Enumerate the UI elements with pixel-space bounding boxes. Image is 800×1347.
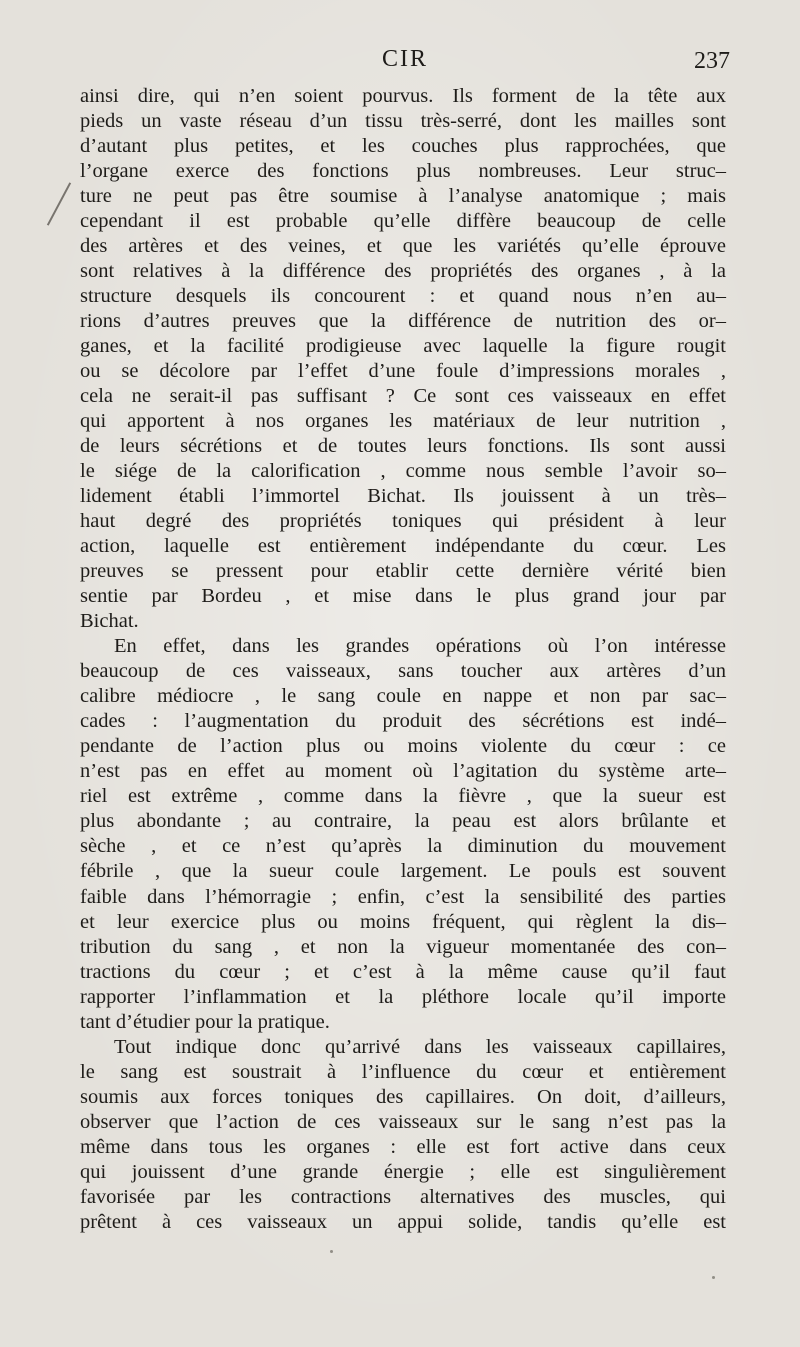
text-line: ture ne peut pas être soumise à l’analyse anatomique ; mais — [80, 185, 726, 208]
text-line: l’organe exerce des fonctions plus nombreuses. Leur struc– — [80, 160, 726, 183]
paragraph-start-line: En effet, dans les grandes opérations où l’on intéresse — [114, 635, 726, 658]
paper-speck — [330, 1250, 333, 1253]
text-line: plus abondante ; au contraire, la peau est alors brûlante et — [80, 810, 726, 833]
text-line: pieds un vaste réseau d’un tissu très-serré, dont les mailles sont — [80, 110, 726, 133]
text-line: le siége de la calorification , comme nous semble l’avoir so– — [80, 460, 726, 483]
text-line: action, laquelle est entièrement indépendante du cœur. Les — [80, 535, 726, 558]
paper-speck — [712, 1276, 715, 1279]
text-line: cependant il est probable qu’elle diffère beaucoup de celle — [80, 210, 726, 233]
text-line: haut degré des propriétés toniques qui président à leur — [80, 510, 726, 533]
text-line: riel est extrême , comme dans la fièvre , que la sueur est — [80, 785, 726, 808]
text-line: rions d’autres preuves que la différence de nutrition des or– — [80, 310, 726, 333]
text-line: cela ne serait-il pas suffisant ? Ce sont ces vaisseaux en effet — [80, 385, 726, 408]
text-line: tribution du sang , et non la vigueur momentanée des con– — [80, 935, 726, 958]
paragraph-start-line: Tout indique donc qu’arrivé dans les vaisseaux capillaires, — [114, 1035, 726, 1058]
text-line: beaucoup de ces vaisseaux, sans toucher aux artères d’un — [80, 660, 726, 683]
text-line: des artères et des veines, et que les variétés qu’elle éprouve — [80, 235, 726, 258]
text-line: même dans tous les organes : elle est fort active dans ceux — [80, 1135, 726, 1158]
text-line: lidement établi l’immortel Bichat. Ils jouissent à un très– — [80, 485, 726, 508]
text-line: fébrile , que la sueur coule largement. Le pouls est souvent — [80, 860, 726, 883]
text-line: qui jouissent d’une grande énergie ; elle est singulièrement — [80, 1160, 726, 1183]
text-line: calibre médiocre , le sang coule en nappe et non par sac– — [80, 685, 726, 708]
text-line: favorisée par les contractions alternatives des muscles, qui — [80, 1185, 726, 1208]
paragraph-end-line: tant d’étudier pour la pratique. — [80, 1010, 330, 1033]
text-line: le sang est soustrait à l’influence du cœur et entièrement — [80, 1060, 726, 1083]
text-line: n’est pas en effet au moment où l’agitation du système arte– — [80, 760, 726, 783]
text-line: pendante de l’action plus ou moins violente du cœur : ce — [80, 735, 726, 758]
text-line: faible dans l’hémorragie ; enfin, c’est la sensibilité des parties — [80, 885, 726, 908]
text-line: rapporter l’inflammation et la pléthore locale qu’il importe — [80, 985, 726, 1008]
text-line: preuves se pressent pour etablir cette dernière vérité bien — [80, 560, 726, 583]
text-line: d’autant plus petites, et les couches plus rapprochées, que — [80, 135, 726, 158]
text-line: prêtent à ces vaisseaux un appui solide, tandis qu’elle est — [80, 1210, 726, 1233]
text-line: qui apportent à nos organes les matériaux de leur nutrition , — [80, 410, 726, 433]
paragraph-end-line: Bichat. — [80, 610, 139, 633]
text-line: observer que l’action de ces vaisseaux sur le sang n’est pas la — [80, 1110, 726, 1133]
text-line: ganes, et la facilité prodigieuse avec laquelle la figure rougit — [80, 335, 726, 358]
text-line: ainsi dire, qui n’en soient pourvus. Ils forment de la tête aux — [80, 85, 726, 107]
margin-pencil-mark — [47, 182, 71, 225]
text-line: structure desquels ils concourent : et quand nous n’en au– — [80, 285, 726, 308]
text-line: sont relatives à la différence des propriétés des organes , à la — [80, 260, 726, 283]
text-line: sèche , et ce n’est qu’après la diminution du mouvement — [80, 835, 726, 858]
text-line: et leur exercice plus ou moins fréquent, qui règlent la dis– — [80, 910, 726, 933]
page-header — [80, 46, 730, 82]
page-number: 237 — [694, 48, 730, 74]
text-line: sentie par Bordeu , et mise dans le plus grand jour par — [80, 585, 726, 608]
text-line: cades : l’augmentation du produit des sécrétions est indé– — [80, 710, 726, 733]
text-line: ou se décolore par l’effet d’une foule d’impressions morales , — [80, 360, 726, 383]
text-line: tractions du cœur ; et c’est à la même cause qu’il faut — [80, 960, 726, 983]
text-line: de leurs sécrétions et de toutes leurs fonctions. Ils sont aussi — [80, 435, 726, 458]
text-line: soumis aux forces toniques des capillaires. On doit, d’ailleurs, — [80, 1085, 726, 1108]
body-text — [80, 84, 726, 1235]
running-head: CIR — [381, 46, 428, 72]
